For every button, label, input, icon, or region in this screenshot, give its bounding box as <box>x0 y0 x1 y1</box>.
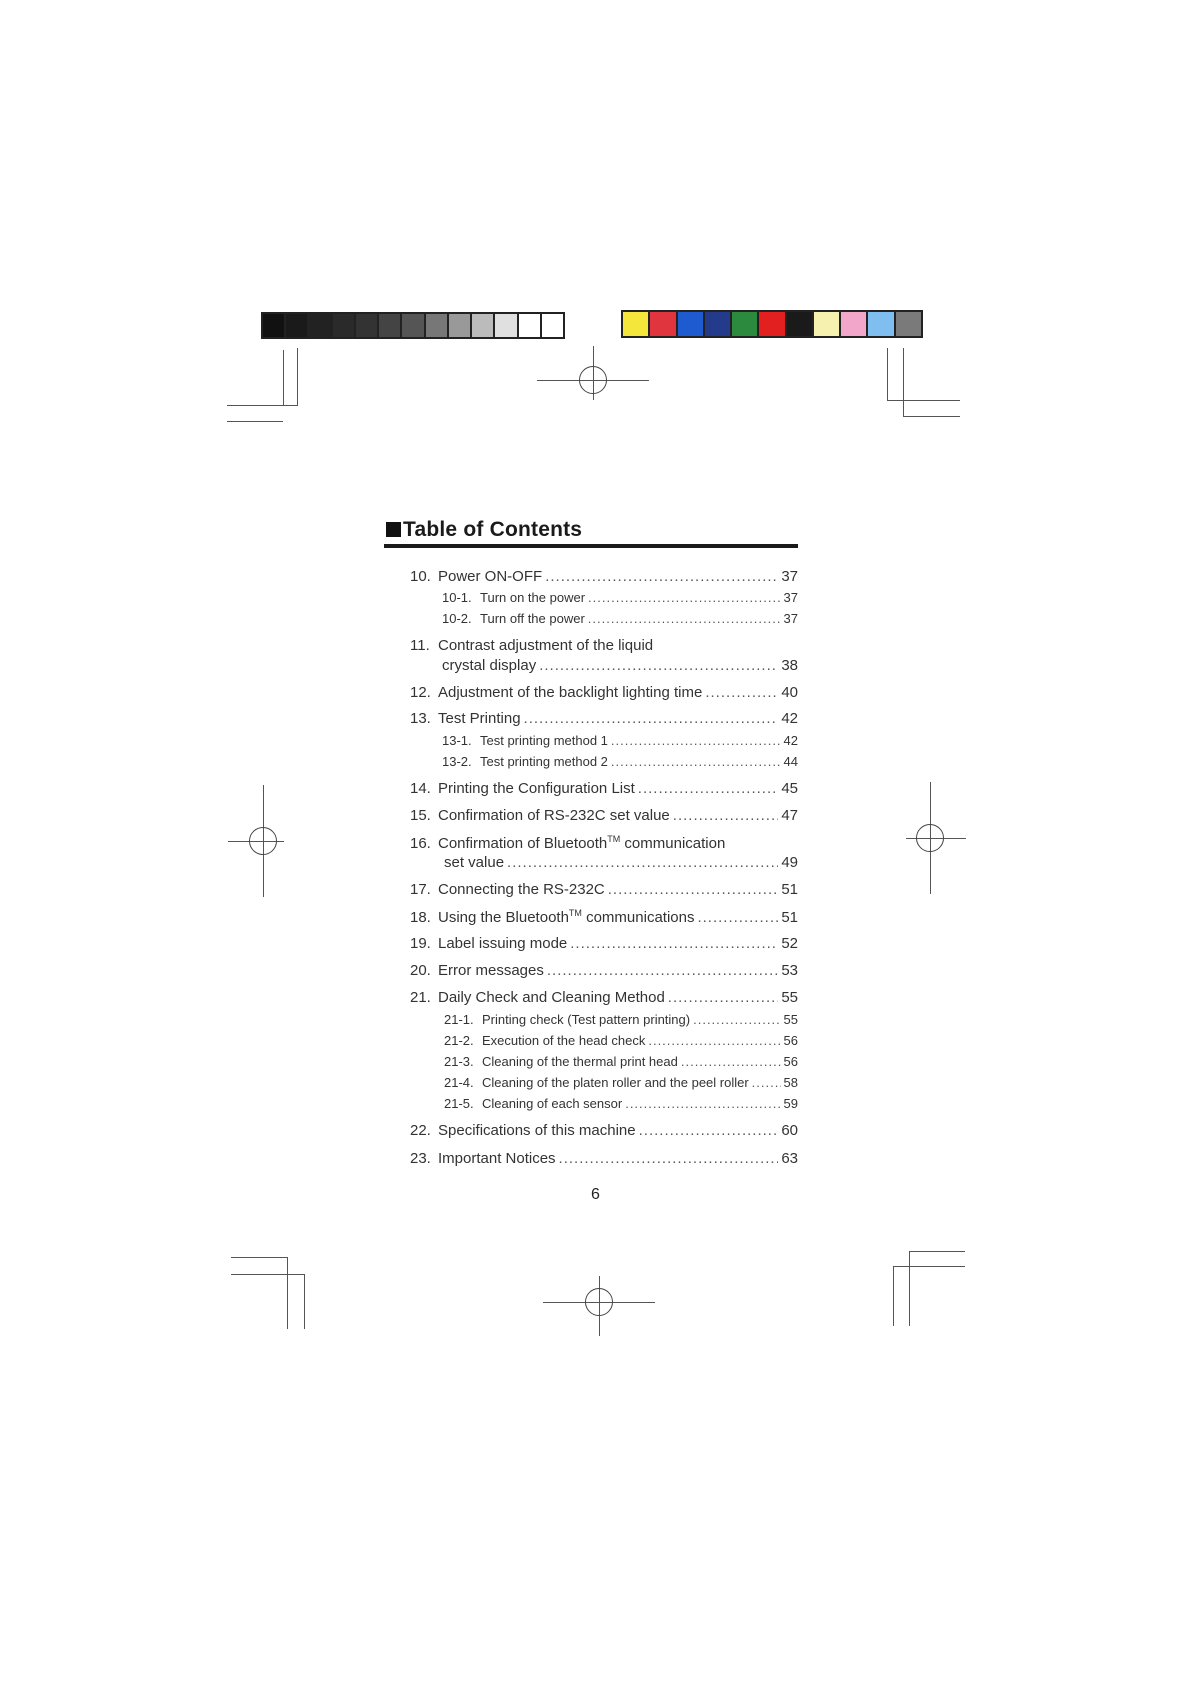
toc-page-number: 63 <box>781 1150 798 1167</box>
dot-leader <box>547 962 778 979</box>
registration-mark-bottom <box>543 1276 655 1336</box>
toc-entry-text: Adjustment of the backlight lighting time <box>438 684 703 701</box>
dot-leader <box>639 1122 779 1139</box>
color-swatch <box>333 314 356 337</box>
toc-entry-text: Using the Bluetooth™ communications <box>438 908 695 926</box>
toc-entry <box>410 1150 798 1167</box>
toc-subentry <box>410 1096 798 1111</box>
toc-entry-text: Printing the Configuration List <box>438 780 635 797</box>
dot-leader <box>570 935 778 952</box>
registration-mark-right <box>906 782 966 894</box>
toc-entry-number: 21-2. <box>444 1033 474 1048</box>
color-swatch <box>868 312 895 336</box>
gray-scale-bar <box>261 312 565 339</box>
page-number: 6 <box>591 1186 600 1203</box>
dot-leader <box>625 1096 780 1111</box>
toc-entry-text: Confirmation of RS-232C set value <box>438 807 670 824</box>
toc-entry <box>410 962 798 979</box>
toc-page-number: 42 <box>783 733 798 748</box>
toc-entry-text: Test printing method 1 <box>480 733 608 748</box>
toc-subentry <box>410 1033 798 1048</box>
dot-leader <box>752 1075 781 1090</box>
toc-page-number: 37 <box>781 568 798 585</box>
color-swatch <box>650 312 677 336</box>
toc-subentry <box>410 1054 798 1069</box>
toc-entry-text: Daily Check and Cleaning Method <box>438 989 665 1006</box>
toc-subentry <box>410 1012 798 1027</box>
toc-entry-number: 13-1. <box>442 733 472 748</box>
dot-leader <box>697 909 778 926</box>
toc-page-number: 56 <box>783 1054 798 1069</box>
toc-entry-text: Power ON-OFF <box>438 568 543 585</box>
toc-entry-number: 21-1. <box>444 1012 474 1027</box>
toc-page-number: 38 <box>781 657 798 674</box>
dot-leader <box>611 733 781 748</box>
toc-entry-text: Specifications of this machine <box>438 1122 636 1139</box>
color-swatch <box>678 312 705 336</box>
dot-leader <box>611 754 781 769</box>
color-swatch <box>356 314 379 337</box>
dot-leader <box>673 807 779 824</box>
toc-entry-text: Cleaning of the thermal print head <box>482 1054 678 1069</box>
toc-entry-text: Cleaning of each sensor <box>482 1096 623 1111</box>
dot-leader <box>539 657 778 674</box>
color-swatch <box>787 312 814 336</box>
toc-entry-text: Confirmation of Bluetooth™ communication <box>438 834 726 852</box>
toc-entry-number: 17. <box>410 881 431 898</box>
toc-entry <box>410 1122 798 1139</box>
color-swatch <box>449 314 472 337</box>
toc-entry-number: 23. <box>410 1150 431 1167</box>
toc-entry-number: 10-2. <box>442 611 472 626</box>
color-swatch <box>426 314 449 337</box>
toc-entry-text: Execution of the head check <box>482 1033 646 1048</box>
toc-page-number: 52 <box>781 935 798 952</box>
toc-entry-text: Label issuing mode <box>438 935 568 952</box>
toc-subentry <box>410 590 798 605</box>
toc-entry-text: Test Printing <box>438 710 521 727</box>
toc-page-number: 58 <box>783 1075 798 1090</box>
black-square-bullet <box>386 522 401 537</box>
toc-page-number: 45 <box>781 780 798 797</box>
toc-entry-text: Connecting the RS-232C <box>438 881 605 898</box>
toc-subentry <box>410 611 798 626</box>
color-swatch <box>623 312 650 336</box>
toc-entry-number: 18. <box>410 909 431 926</box>
toc-entry <box>410 935 798 952</box>
color-swatch <box>519 314 542 337</box>
dot-leader <box>648 1033 780 1048</box>
toc-entry-text: set value <box>444 854 505 871</box>
toc-entry <box>410 568 798 585</box>
toc-entry-text: Test printing method 2 <box>480 754 608 769</box>
toc-title <box>386 518 582 542</box>
color-swatch <box>542 314 563 337</box>
toc-page-number: 55 <box>783 1012 798 1027</box>
toc-entry <box>410 637 798 654</box>
toc-entry-number: 13. <box>410 710 431 727</box>
toc-subentry <box>410 733 798 748</box>
color-swatch <box>309 314 332 337</box>
toc-title-text: Table of Contents <box>403 518 583 541</box>
toc-entry <box>410 989 798 1006</box>
color-swatch <box>705 312 732 336</box>
title-underline <box>384 544 798 548</box>
toc-page-number: 40 <box>781 684 798 701</box>
color-swatch <box>814 312 841 336</box>
dot-leader <box>668 989 779 1006</box>
dot-leader <box>705 684 778 701</box>
toc-page-number: 59 <box>783 1096 798 1111</box>
toc-page-number: 42 <box>781 710 798 727</box>
color-swatch <box>402 314 425 337</box>
toc-page-number: 44 <box>783 754 798 769</box>
toc-entry <box>410 710 798 727</box>
color-swatch <box>841 312 868 336</box>
toc-entry-number: 14. <box>410 780 431 797</box>
color-swatch <box>263 314 286 337</box>
toc-entry-number: 10-1. <box>442 590 472 605</box>
color-swatch <box>759 312 786 336</box>
toc-entry-text: crystal display <box>442 657 537 674</box>
toc-entry-text: Printing check (Test pattern printing) <box>482 1012 691 1027</box>
toc-page-number: 47 <box>781 807 798 824</box>
toc-page-number: 51 <box>781 881 798 898</box>
color-swatch <box>495 314 518 337</box>
dot-leader <box>693 1012 780 1027</box>
toc-subentry <box>410 754 798 769</box>
toc-entry <box>410 684 798 701</box>
toc-page-number: 60 <box>781 1122 798 1139</box>
dot-leader <box>559 1150 779 1167</box>
toc-entry <box>410 780 798 797</box>
toc-entry-number: 10. <box>410 568 431 585</box>
toc-entry-number: 21-3. <box>444 1054 474 1069</box>
dot-leader <box>507 854 778 871</box>
toc-page-number: 51 <box>781 909 798 926</box>
toc-entry-number: 11. <box>410 637 430 654</box>
toc-page-number: 49 <box>781 854 798 871</box>
toc-entry-number: 21. <box>410 989 431 1006</box>
toc-entry-number: 15. <box>410 807 431 824</box>
toc-entry-text: Important Notices <box>438 1150 556 1167</box>
color-swatch <box>732 312 759 336</box>
toc-subentry <box>410 1075 798 1090</box>
dot-leader <box>524 710 779 727</box>
toc-entry-number: 22. <box>410 1122 431 1139</box>
dot-leader <box>638 780 779 797</box>
color-bar <box>621 310 923 338</box>
toc-page-number: 53 <box>781 962 798 979</box>
toc-entry-number: 16. <box>410 835 431 852</box>
toc-entry-number: 12. <box>410 684 431 701</box>
toc-entry-number: 21-5. <box>444 1096 474 1111</box>
toc-entry <box>410 854 798 871</box>
toc-entry-text: Error messages <box>438 962 544 979</box>
registration-mark-left <box>228 785 284 897</box>
toc-page-number: 55 <box>781 989 798 1006</box>
dot-leader <box>588 590 781 605</box>
toc-page-number: 56 <box>783 1033 798 1048</box>
toc-entry-text: Turn on the power <box>480 590 586 605</box>
trademark-superscript: TM <box>607 834 621 844</box>
toc-entry-number: 20. <box>410 962 431 979</box>
toc-page-number: 37 <box>783 611 798 626</box>
toc-entry-text: Turn off the power <box>480 611 585 626</box>
toc-entry-number: 13-2. <box>442 754 472 769</box>
toc-entry-number: 19. <box>410 935 431 952</box>
toc-entry <box>410 881 798 898</box>
toc-entry <box>410 834 798 852</box>
toc-page-number: 37 <box>783 590 798 605</box>
dot-leader <box>545 568 778 585</box>
toc-entry-number: 21-4. <box>444 1075 474 1090</box>
dot-leader <box>588 611 781 626</box>
toc-entry <box>410 908 798 926</box>
color-swatch <box>472 314 495 337</box>
color-swatch <box>286 314 309 337</box>
dot-leader <box>608 881 779 898</box>
registration-mark-top <box>537 346 649 400</box>
color-swatch <box>896 312 921 336</box>
toc-entry <box>410 807 798 824</box>
color-swatch <box>379 314 402 337</box>
toc-entry-text: Cleaning of the platen roller and the peel roller <box>482 1075 749 1090</box>
toc-entry <box>410 657 798 674</box>
dot-leader <box>681 1054 781 1069</box>
trademark-superscript: TM <box>568 908 582 918</box>
toc-entry-text: Contrast adjustment of the liquid <box>438 637 654 654</box>
